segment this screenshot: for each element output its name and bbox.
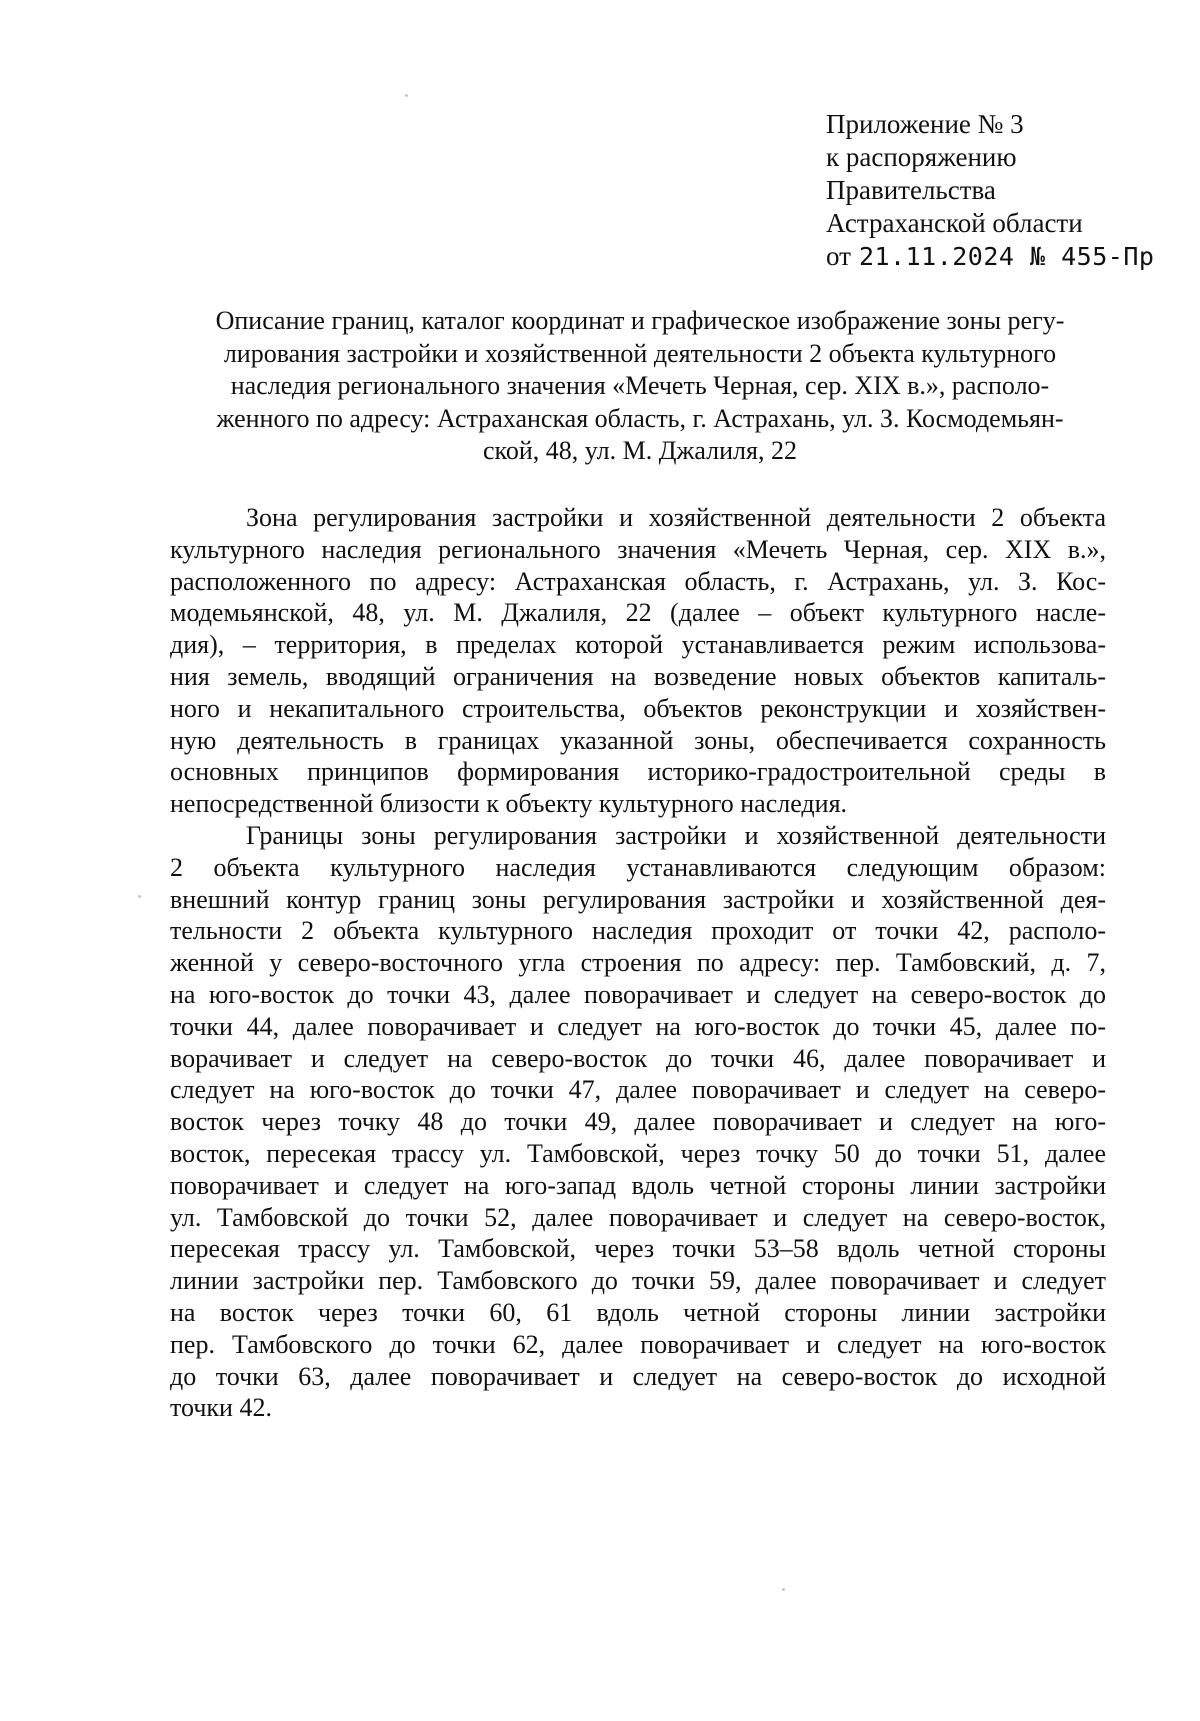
paragraph-line: 2 объекта культурного наследия устанавливаются следующим образом:	[170, 852, 1106, 882]
scan-speck	[138, 895, 141, 898]
paragraph-zone-boundaries	[170, 820, 1106, 1424]
paragraph-line: ул. Тамбовской до точки 52, далее поворачивает и следует на северо-восток,	[170, 1202, 1106, 1232]
appendix-line: Правительства	[826, 175, 996, 205]
paragraph-line: основных принципов формирования историко-градостроительной среды в	[170, 757, 1106, 787]
paragraph-line: точки 42.	[170, 1393, 272, 1423]
appendix-header	[826, 108, 1166, 273]
appendix-line: к распоряжению	[826, 142, 1017, 172]
paragraph-line: восток через точку 48 до точки 49, далее поворачивает и следует на юго-	[170, 1107, 1106, 1137]
paragraph-line: женной у северо-восточного угла строения по адресу: пер. Тамбовский, д. 7,	[170, 948, 1106, 978]
scan-speck	[405, 94, 408, 97]
appendix-line: Приложение № 3	[826, 109, 1024, 139]
paragraph-line: ворачивает и следует на северо-восток до точки 46, далее поворачивает и	[170, 1043, 1106, 1073]
paragraph-line: восток, пересекая трассу ул. Тамбовской, через точку 50 до точки 51, далее	[170, 1138, 1106, 1168]
paragraph-line: пер. Тамбовского до точки 62, далее поворачивает и следует на юго-восток	[170, 1329, 1106, 1359]
paragraph-line: культурного наследия регионального значения «Мечеть Черная, сер. XIX в.»,	[170, 534, 1106, 564]
date-prefix: от	[826, 241, 851, 271]
paragraph-line: до точки 63, далее поворачивает и следует на северо-восток до исходной	[170, 1361, 1106, 1391]
paragraph-zone-definition	[170, 502, 1106, 820]
document-body	[170, 502, 1106, 1424]
paragraph-line: ного и некапитального строительства, объектов реконструкции и хозяйствен-	[170, 693, 1106, 723]
paragraph-line: на юго-восток до точки 43, далее поворачивает и следует на северо-восток до	[170, 979, 1106, 1009]
paragraph-line: непосредственной близости к объекту культурного наследия.	[170, 789, 848, 819]
paragraph-line: следует на юго-восток до точки 47, далее поворачивает и следует на северо-	[170, 1075, 1106, 1105]
appendix-date-line	[826, 240, 1166, 273]
title-line: лирования застройки и хозяйственной деятельности 2 объекта культурного	[223, 338, 1057, 368]
appendix-line: Астраханской области	[826, 208, 1083, 238]
paragraph-line: точки 44, далее поворачивает и следует на юго-восток до точки 45, далее по-	[170, 1011, 1106, 1041]
paragraph-line: пересекая трассу ул. Тамбовской, через точки 53–58 вдоль четной стороны	[170, 1234, 1106, 1264]
title-line: женного по адресу: Астраханская область, г. Астрахань, ул. З. Космодемьян-	[216, 403, 1064, 433]
document-title	[170, 305, 1110, 468]
paragraph-line: тельности 2 объекта культурного наследия проходит от точки 42, располо-	[170, 916, 1106, 946]
title-line: ской, 48, ул. М. Джалиля, 22	[482, 436, 797, 465]
title-line: Описание границ, каталог координат и графическое изображение зоны регу-	[215, 306, 1065, 335]
date-stamp: 21.11.2024 № 455-Пр	[858, 242, 1155, 271]
paragraph-line: ния земель, вводящий ограничения на возведение новых объектов капиталь-	[170, 661, 1106, 691]
paragraph-line: модемьянской, 48, ул. М. Джалиля, 22 (далее – объект культурного насле-	[170, 598, 1106, 628]
paragraph-line: ную деятельность в границах указанной зоны, обеспечивается сохранность	[170, 725, 1106, 755]
paragraph-line: дия), – территория, в пределах которой устанавливается режим использова-	[170, 630, 1106, 660]
paragraph-line: линии застройки пер. Тамбовского до точки 59, далее поворачивает и следует	[170, 1266, 1106, 1296]
paragraph-line: расположенного по адресу: Астраханская область, г. Астрахань, ул. З. Кос-	[170, 566, 1106, 596]
paragraph-line: на восток через точки 60, 61 вдоль четной стороны линии застройки	[170, 1297, 1106, 1327]
paragraph-line: внешний контур границ зоны регулирования застройки и хозяйственной дея-	[170, 884, 1106, 914]
paragraph-line: Границы зоны регулирования застройки и хозяйственной деятельности	[246, 820, 1106, 850]
paragraph-line: поворачивает и следует на юго-запад вдоль четной стороны линии застройки	[170, 1170, 1106, 1200]
title-line: наследия регионального значения «Мечеть Черная, сер. XIX в.», располо-	[230, 371, 1050, 400]
scan-speck	[782, 1588, 785, 1591]
paragraph-line: Зона регулирования застройки и хозяйственной деятельности 2 объекта	[246, 503, 1106, 532]
